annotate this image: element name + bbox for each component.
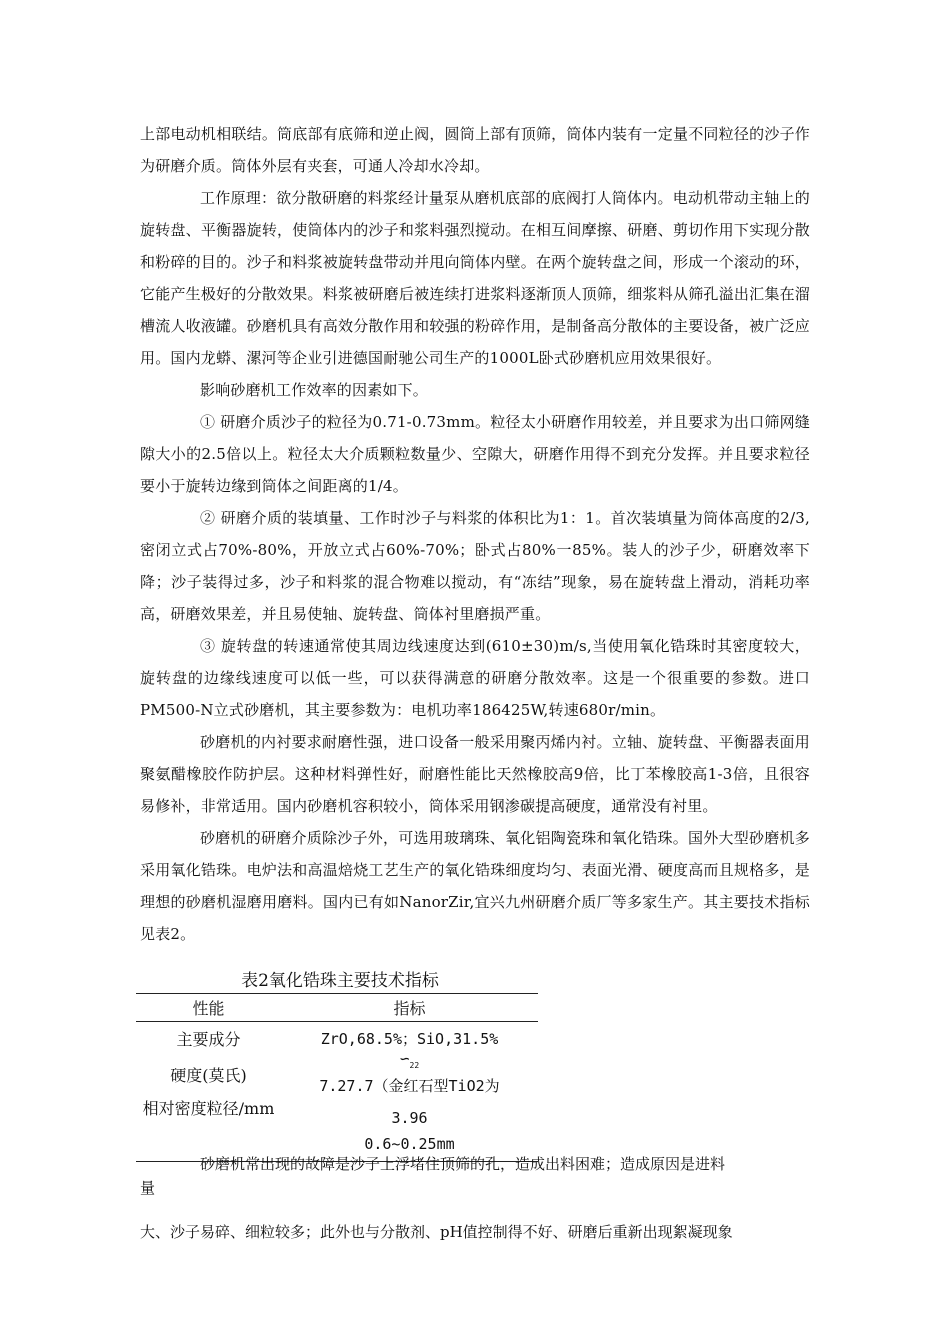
tilde-subscript: 22 xyxy=(409,1061,420,1071)
paragraph-working-principle: 工作原理：欲分散研磨的料浆经计量泵从磨机底部的底阀打人筒体内。电动机带动主轴上的旋转盘、平衡器旋转，使筒体内的沙子和浆料强烈搅动。在相互间摩擦、研磨、剪切作用下实现分散和粉碎的目的。沙子和料浆被旋转盘带动并甩向筒体内壁。在两个旋转盘之间，形成一个滚动的环，它能产生极好的分散效果。料浆被研磨后被连续打进浆料逐渐顶人顶筛，细浆料从筛孔溢出汇集在溜槽流人收液罐。砂磨机具有高效分散作用和较强的粉碎作用，是制备高分散体的主要设备，被广泛应用。国内龙蟒、漯河等企业引进德国耐驰公司生产的1000L卧式砂磨机应用效果很好。 xyxy=(140,189,810,367)
paragraph-factor-2: ② 研磨介质的装填量、工作时沙子与料浆的体积比为1：1。首次装填量为筒体高度的2/3,密闭立式占70%-80%，开放立式占60%-70%；卧式占80%一85%。装人的沙子少，研磨效率下降；沙子装得过多，沙子和料浆的混合物难以搅动，有“冻结”现象，易在旋转盘上滑动，消耗功率高，研磨效果差，并且易使轴、旋转盘、筒体衬里磨损严重。 xyxy=(140,509,810,623)
after-table-text xyxy=(140,1152,810,1244)
table-header-row xyxy=(136,994,538,1022)
value-size: 0.6~0.25mm xyxy=(364,1135,455,1154)
property-cell xyxy=(136,1022,281,1162)
paragraph-lining: 砂磨机的内衬要求耐磨性强，进口设备一般采用聚丙烯内衬。立轴、旋转盘、平衡器表面用聚氨醋橡胶作防护层。这种材料弹性好，耐磨性能比天然橡胶高9倍，比丁苯橡胶高1-3倍，且很容易修补，非常适用。国内砂磨机容积较小，筒体采用钢渗碳提高硬度，通常没有衬里。 xyxy=(140,733,810,815)
paragraph-factor-1: ① 研磨介质沙子的粒径为0.71-0.73mm。粒径太小研磨作用较差，并且要求为出口筛网缝隙大小的2.5倍以上。粒径太大介质颗粒数量少、空隙大，研磨作用得不到充分发挥。并且要求粒径要小于旋转边缘到筒体之间距离的1/4。 xyxy=(140,413,810,495)
property-density-size: 相对密度粒径/mm xyxy=(142,1099,275,1118)
value-cell xyxy=(281,1022,538,1162)
paragraph-structure: 上部电动机相联结。筒底部有底筛和逆止阀，圆筒上部有顶筛，筒体内装有一定量不同粒径的沙子作为研磨介质。筒体外层有夹套，可通人冷却水冷却。 xyxy=(140,125,810,175)
header-value: 指标 xyxy=(281,994,538,1022)
body-text xyxy=(140,118,810,950)
table-row xyxy=(136,1022,538,1162)
paragraph-media: 砂磨机的研磨介质除沙子外，可选用玻璃珠、氧化铝陶瓷珠和氧化锆珠。国外大型砂磨机多采用氧化锆珠。电炉法和高温焙烧工艺生产的氧化锆珠细度均匀、表面光滑、硬度高而且规格多，是理想的砂磨机湿磨用磨料。国内已有如NanorZir,宜兴九州研磨介质厂等多家生产。其主要技术指标见表2。 xyxy=(140,829,810,943)
property-hardness: 硬度(莫氏) xyxy=(170,1066,247,1085)
header-property: 性能 xyxy=(136,994,281,1022)
paragraph-factors-intro: 影响砂磨机工作效率的因素如下。 xyxy=(200,381,429,399)
faults-line-2: 大、沙子易碎、细粒较多；此外也与分散剂、pH值控制得不好、研磨后重新出现絮凝现象 xyxy=(140,1223,733,1241)
value-tilde xyxy=(281,1049,538,1073)
value-composition: ZrO,68.5%；SiO,31.5% xyxy=(320,1030,499,1048)
faults-line-cont: 量 xyxy=(140,1179,156,1197)
value-hardness: 7.27.7（金红石型TiO2为 xyxy=(319,1077,500,1096)
tilde-symbol: ∽ xyxy=(399,1049,410,1068)
spec-table xyxy=(136,993,538,1162)
property-composition: 主要成分 xyxy=(176,1030,241,1049)
value-density: 3.96 xyxy=(391,1109,428,1128)
faults-line: 砂磨机常出现的故障是沙子上浮堵住顶筛的孔，造成出料困难；造成原因是进料 xyxy=(200,1155,726,1173)
table-title: 表2氧化锆珠主要技术指标 xyxy=(241,971,439,991)
paragraph-factor-3: ③ 旋转盘的转速通常使其周边线速度达到(610±30)m/s,当使用氧化锆珠时其密度较大，旋转盘的边缘线速度可以低一些，可以获得满意的研磨分散效率。这是一个很重要的参数。进口PM500-N立式砂磨机，其主要参数为：电机功率186425W,转速680r/min。 xyxy=(140,637,810,719)
